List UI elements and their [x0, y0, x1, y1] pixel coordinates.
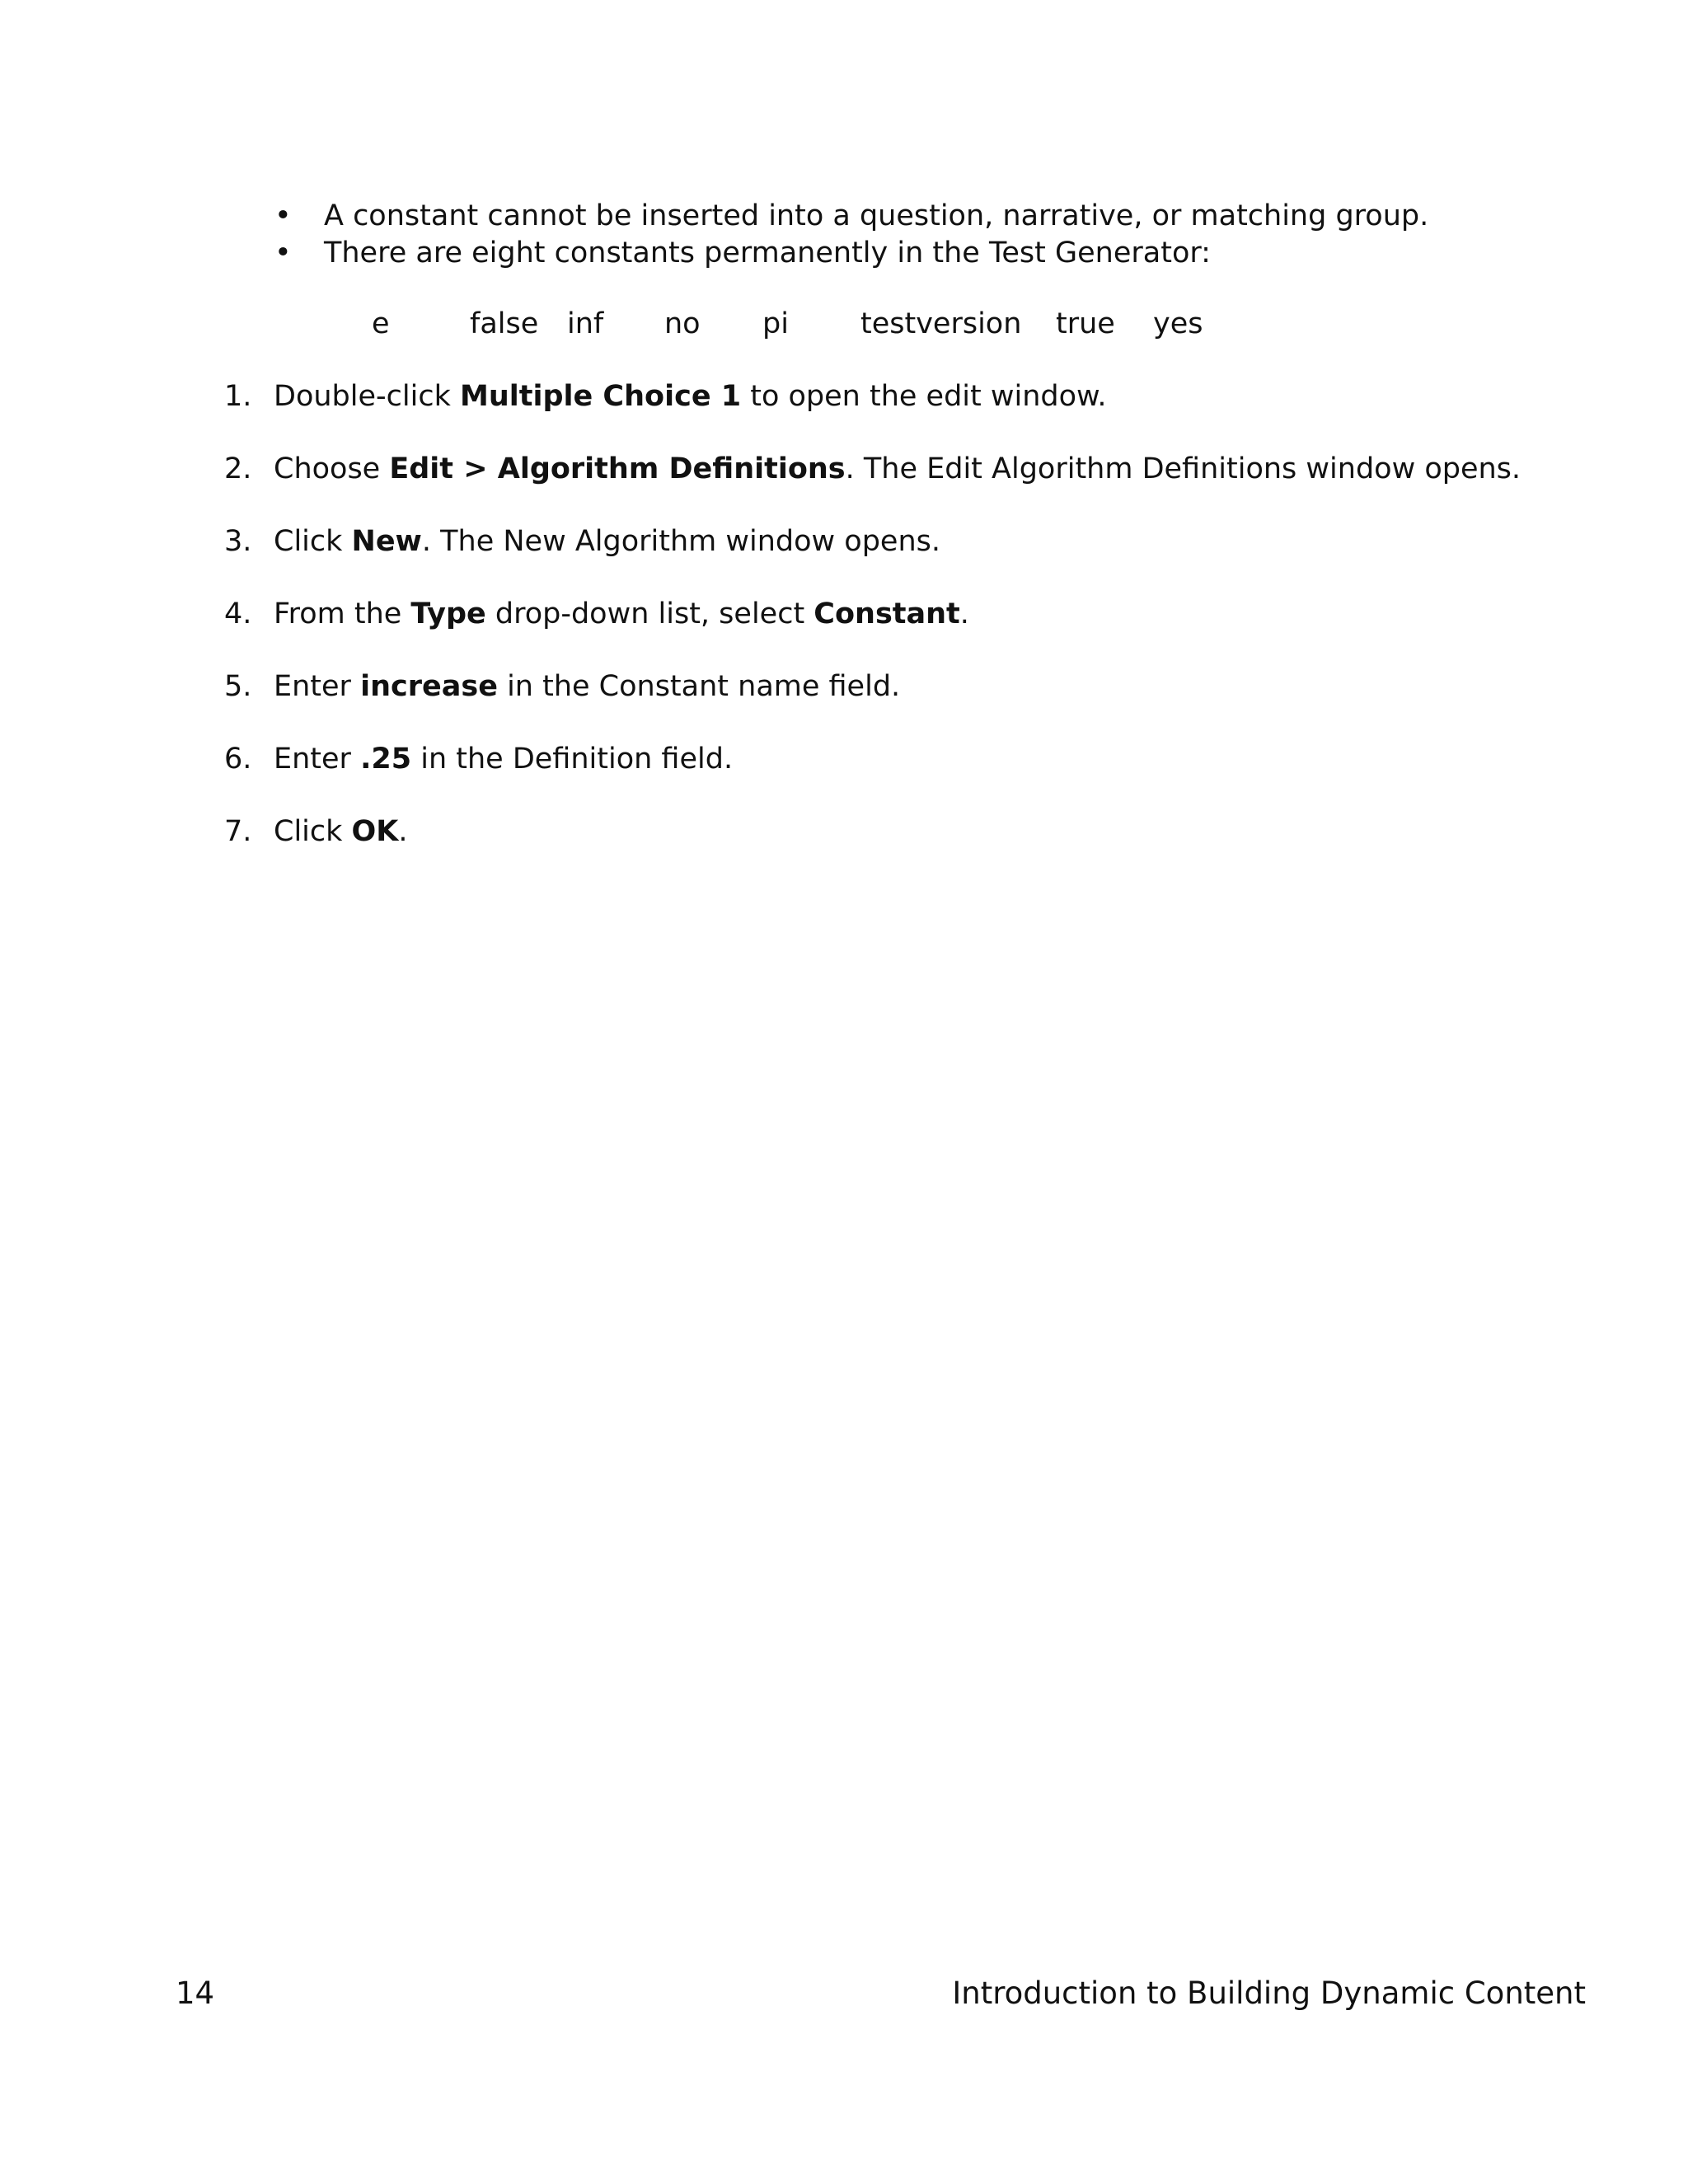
step-bold-text: OK — [351, 815, 399, 848]
bullet-item: • A constant cannot be inserted into a question, narrative, or matching group. — [274, 198, 1428, 235]
step-number: 1. — [224, 380, 252, 413]
step-text: in the Definition field. — [411, 743, 734, 776]
step-item — [224, 668, 1521, 741]
step-number: 2. — [224, 452, 252, 485]
step-item — [224, 741, 1521, 813]
step-text: . — [398, 815, 408, 848]
constant-name: e — [372, 307, 390, 340]
step-text: From the — [274, 598, 411, 630]
page-number: 14 — [176, 1975, 215, 2011]
step-item — [224, 523, 1521, 596]
step-item — [224, 451, 1521, 523]
step-number: 5. — [224, 670, 252, 703]
step-bold-text: Multiple Choice 1 — [459, 380, 742, 413]
step-number: 7. — [224, 815, 252, 848]
constant-name: testversion — [860, 307, 1022, 340]
step-text: Click — [274, 815, 352, 848]
bullet-item: • There are eight constants permanently in the Test Generator: — [274, 235, 1428, 272]
constant-name: inf — [567, 307, 604, 340]
footer-title: Introduction to Building Dynamic Content — [952, 1975, 1586, 2011]
step-number: 4. — [224, 598, 252, 630]
step-number: 6. — [224, 743, 252, 776]
bullet-list — [274, 198, 1428, 272]
step-number: 3. — [224, 525, 252, 558]
step-item — [224, 813, 1521, 886]
step-bold-text: Type — [410, 598, 486, 630]
step-bold-text: increase — [360, 670, 498, 703]
step-text: drop-down list, select — [485, 598, 814, 630]
step-bold-text: Constant — [814, 598, 960, 630]
constant-name: false — [470, 307, 539, 340]
step-item — [224, 596, 1521, 668]
step-text: Click — [274, 525, 352, 558]
step-bold-text: New — [351, 525, 422, 558]
constant-name: true — [1056, 307, 1115, 340]
step-text: in the Constant name field. — [497, 670, 901, 703]
step-text: to open the edit window. — [741, 380, 1107, 413]
step-text: . — [959, 598, 969, 630]
constant-name: yes — [1153, 307, 1203, 340]
constant-name: pi — [762, 307, 789, 340]
step-text: Enter — [274, 670, 361, 703]
step-list — [224, 378, 1521, 886]
step-text: . The New Algorithm window opens. — [421, 525, 941, 558]
step-text: . The Edit Algorithm Definitions window opens. — [845, 452, 1522, 485]
step-text: Enter — [274, 743, 361, 776]
step-item — [224, 378, 1521, 451]
constant-name: no — [664, 307, 701, 340]
step-bold-text: Edit > Algorithm Definitions — [389, 452, 846, 485]
step-text: Choose — [274, 452, 390, 485]
step-text: Double-click — [274, 380, 460, 413]
step-bold-text: .25 — [360, 743, 412, 776]
